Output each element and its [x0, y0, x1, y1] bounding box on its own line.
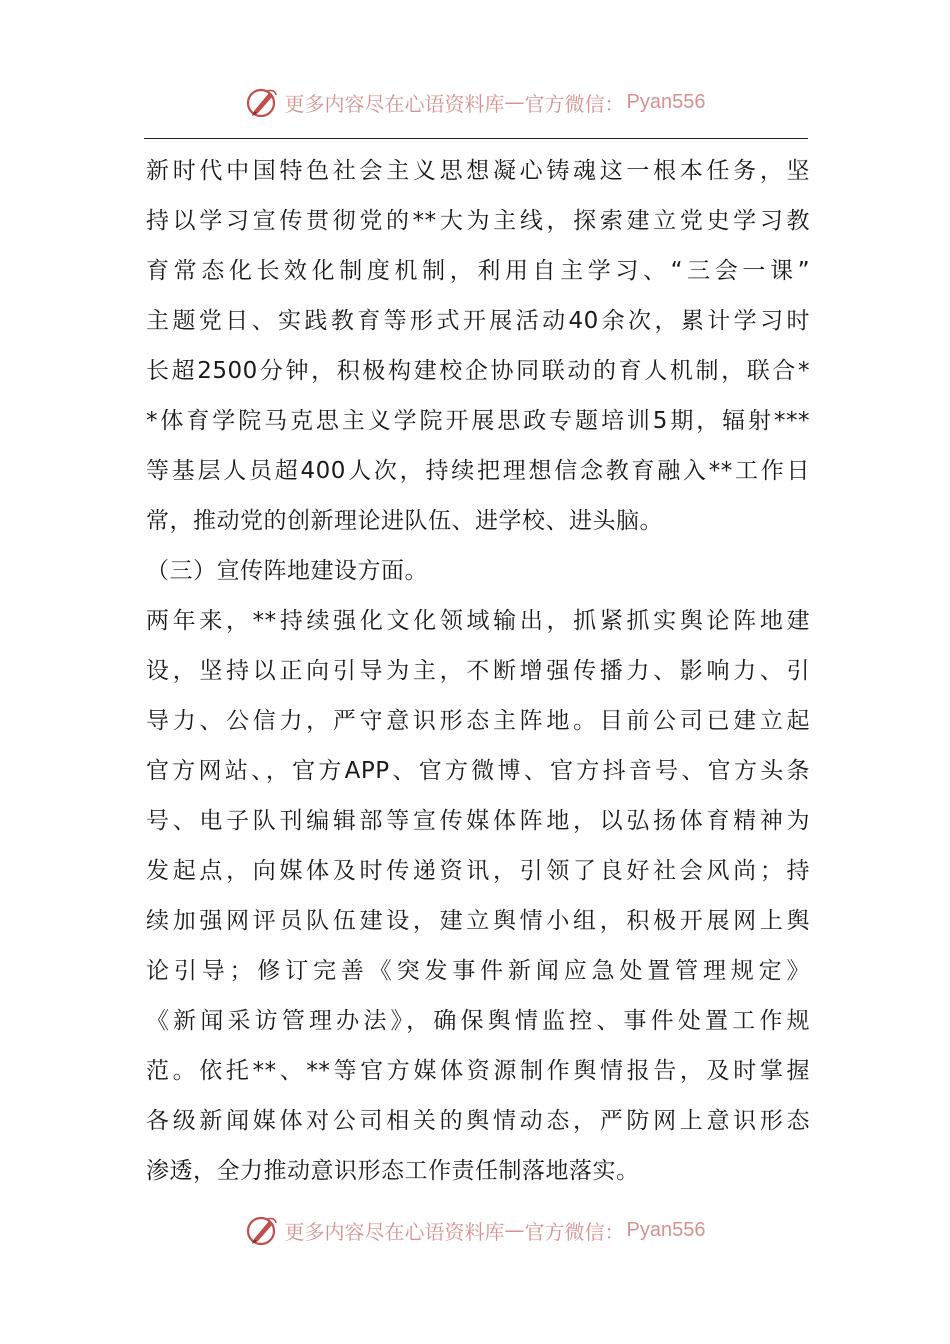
body-line: 两年来，**持续强化文化领域输出，抓紧抓实舆论阵地建	[146, 608, 810, 634]
pen-logo-icon	[245, 85, 279, 119]
body-line: 设，坚持以正向引导为主，不断增强传播力、影响力、引	[146, 658, 810, 684]
body-line: 持以学习宣传贯彻党的**大为主线，探索建立党史学习教	[146, 208, 810, 234]
section-heading: （三）宣传阵地建设方面。	[146, 558, 428, 584]
header-rule	[144, 138, 808, 139]
document-body	[146, 146, 810, 1196]
header-banner	[0, 82, 950, 122]
body-line: 育常态化长效化制度机制，利用自主学习、“三会一课”	[146, 258, 810, 284]
header-wechat-id: Pyan556	[626, 90, 706, 113]
body-line: 范。依托**、**等官方媒体资源制作舆情报告，及时掌握	[146, 1058, 810, 1084]
header-separator: —	[504, 90, 525, 114]
footer-wechat-label: 官方微信：	[524, 1219, 625, 1244]
body-line: 新时代中国特色社会主义思想凝心铸魂这一根本任务，坚	[146, 158, 810, 184]
footer-banner	[0, 1210, 950, 1250]
body-line: 主题党日、实践教育等形式开展活动40余次，累计学习时	[146, 308, 810, 334]
body-line: 续加强网评员队伍建设，建立舆情小组，积极开展网上舆	[146, 908, 810, 934]
body-line: 常，推动党的创新理论进队伍、进学校、进头脑。	[146, 508, 663, 534]
body-line: 长超2500分钟，积极构建校企协同联动的育人机制，联合*	[146, 358, 810, 384]
footer-separator: —	[504, 1218, 525, 1242]
body-line: 论引导；修订完善《突发事件新闻应急处置管理规定》	[146, 958, 810, 984]
body-line: 各级新闻媒体对公司相关的舆情动态，严防网上意识形态	[146, 1108, 810, 1134]
pen-logo-icon	[245, 1213, 279, 1247]
body-line: 官方网站、，官方APP、官方微博、官方抖音号、官方头条	[146, 758, 810, 784]
body-line: 等基层人员超400人次，持续把理想信念教育融入**工作日	[146, 458, 810, 484]
body-line: 《新闻采访管理办法》，确保舆情监控、事件处置工作规	[146, 1008, 810, 1034]
body-line: 渗透，全力推动意识形态工作责任制落地落实。	[146, 1158, 640, 1184]
body-line: 导力、公信力，严守意识形态主阵地。目前公司已建立起	[146, 708, 810, 734]
footer-wechat-id: Pyan556	[626, 1218, 706, 1241]
body-line: 发起点，向媒体及时传递资讯，引领了良好社会风尚；持	[146, 858, 810, 884]
header-wechat-label: 官方微信：	[524, 91, 625, 116]
header-site-text: 更多内容尽在心语资料库	[284, 91, 505, 116]
footer-site-text: 更多内容尽在心语资料库	[284, 1219, 505, 1244]
body-line: 号、电子队刊编辑部等宣传媒体阵地，以弘扬体育精神为	[146, 808, 810, 834]
body-line: *体育学院马克思主义学院开展思政专题培训5期，辐射***	[146, 408, 810, 434]
